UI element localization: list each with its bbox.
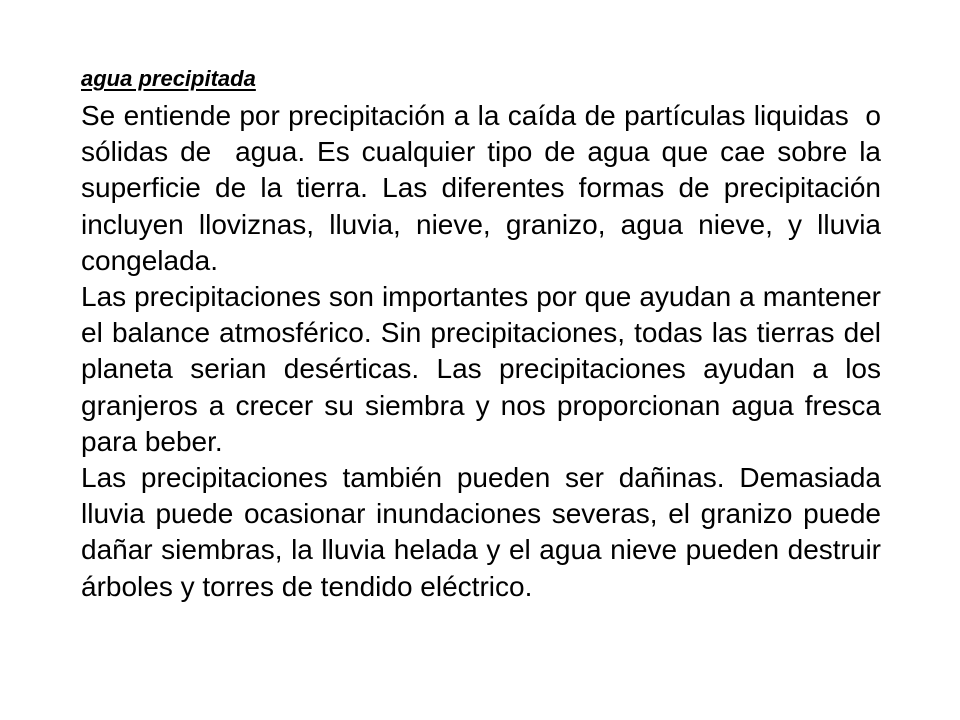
paragraph-harm: Las precipitaciones también pueden ser dañinas. Demasiada lluvia puede ocasionar inundaciones severas, el granizo puede dañar siembras, la lluvia helada y el agua nieve pueden destruir árboles y torres de tendido eléctrico. xyxy=(81,462,889,602)
slide-title: agua precipitada xyxy=(81,66,256,91)
text-block xyxy=(81,59,889,605)
paragraph-definition: Se entiende por precipitación a la caída de partículas liquidas o sólidas de agua. Es cualquier tipo de agua que cae sobre la superficie de la tierra. Las diferentes formas de precipitación incluyen lloviznas, lluvia, nieve, granizo, agua nieve, y lluvia congelada. xyxy=(81,100,889,276)
paragraph-importance: Las precipitaciones son importantes por que ayudan a mantener el balance atmosférico. Sin precipitaciones, todas las tierras del planeta serian desérticas. Las precipitaciones ayudan a los granjeros a crecer su siembra y nos proporcionan agua fresca para beber. xyxy=(81,281,889,457)
